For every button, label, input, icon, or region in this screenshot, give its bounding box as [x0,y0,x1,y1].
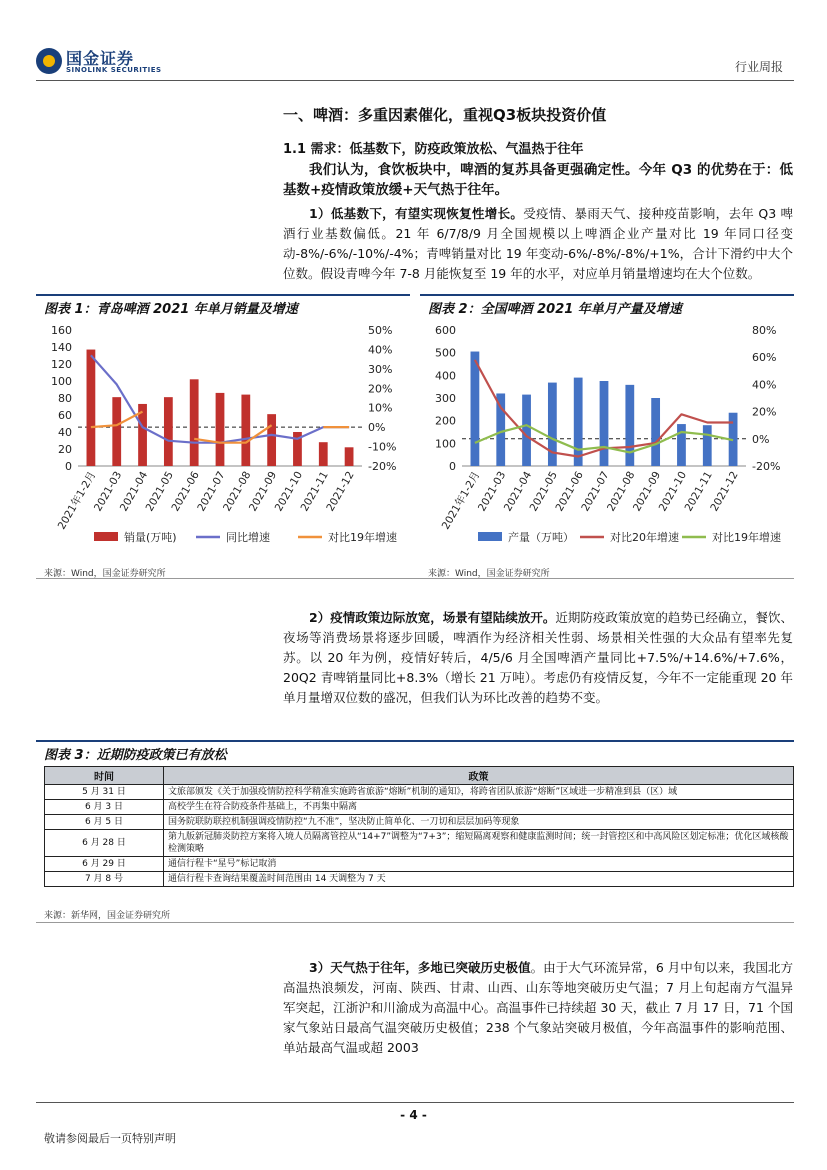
legend-label: 销量(万吨) [124,531,177,544]
bar [267,414,276,466]
section-subtitle: 1.1 需求：低基数下，防疫政策放松、气温热于往年 [283,142,584,157]
figure-2-title: 图表 2：全国啤酒 2021 年单月产量及增速 [428,302,682,317]
figure-2-source: 来源：Wind，国金证券研究所 [428,569,550,579]
x-tick-label: 2021-04 [501,469,535,514]
x-tick-label: 2021-06 [553,469,586,514]
bar [471,352,480,466]
y-right-tick-label: 20% [368,382,393,396]
y-left-tick-label: 400 [435,369,456,383]
x-tick-label: 2021-07 [195,469,228,514]
x-tick-label: 2021-10 [272,469,306,514]
table-cell-date: 6 月 29 日 [45,857,164,872]
paragraph-1 [283,204,793,284]
y-right-tick-label: 0% [752,432,770,446]
bar [241,395,250,466]
table-cell-date: 6 月 28 日 [45,830,164,857]
table-row [45,857,794,872]
bar [574,378,583,466]
x-tick-label: 2021-10 [656,469,690,514]
y-right-tick-label: 40% [752,378,777,392]
y-right-tick-label: -20% [368,460,397,473]
table-row [45,815,794,830]
paragraph-3-text: 。由于大气环流异常，6 月中旬以来，我国北方高温热浪频发，河南、陕西、甘肃、山西、山东等地突破历史气温；7 月上旬起南方气温异军突起，江浙沪和川渝成为高温中心。高温事件已持续超 30 天，截止 7 月 17 日，71 个国家气象站日最高气温突破历史极值；238 个气象站突破月极值，今年高温事件的影响范围、单站最高气温或超 2003 [283,960,793,1055]
bar [651,398,660,466]
figures-divider [36,578,794,579]
bar [319,442,328,466]
x-tick-label: 2021-06 [169,469,202,514]
y-left-tick-label: 200 [435,414,456,428]
legend-label: 对比19年增速 [328,531,397,544]
bar [677,424,686,466]
x-tick-label: 2021年1-2月 [439,469,483,532]
bar [496,393,505,466]
table-header-date: 时间 [45,767,164,785]
bar [703,425,712,466]
bar [600,381,609,466]
table-cell-date: 6 月 5 日 [45,815,164,830]
page-number: - 4 - [400,1108,427,1122]
y-right-tick-label: 30% [368,362,393,376]
paragraph-3-heading: 3）天气热于往年，多地已突破历史极值 [309,960,531,975]
table-row [45,800,794,815]
x-tick-label: 2021-08 [605,469,638,514]
disclaimer: 敬请参阅最后一页特别声明 [44,1132,176,1145]
x-tick-label: 2021年1-2月 [55,469,99,532]
x-tick-label: 2021-11 [298,469,331,514]
y-right-tick-label: 20% [752,405,777,419]
table-header-policy: 政策 [164,767,794,785]
y-left-tick-label: 100 [51,375,72,388]
section-title: 一、啤酒：多重因素催化，重视Q3板块投资价值 [283,106,607,124]
figure-3-frame [36,740,794,742]
paragraph-1-heading: 1）低基数下，有望实现恢复性增长。 [309,206,524,221]
y-right-tick-label: 0% [368,421,386,435]
x-tick-label: 2021-09 [630,469,664,514]
brand-logo-icon [36,48,62,74]
y-right-tick-label: -10% [368,440,397,454]
legend-label: 对比20年增速 [610,531,679,544]
table-row [45,872,794,887]
table-cell-date: 6 月 3 日 [45,800,164,815]
paragraph-1-text: 受疫情、暴雨天气、接种疫苗影响，去年 Q3 啤酒行业基数偏低。21 年 6/7/8/9 月全国规模以上啤酒企业产量对比 19 年同口径变动-8%/-6%/-10%/-4%；青啤销量对比 19 年变动-6%/-8%/-8%/+1%，合计下滑约中大个位数。假设青啤今年 7-8 月能恢复至 19 年的水平，对应单月销量增速均在大个位数。 [283,206,793,281]
x-tick-label: 2021-04 [117,469,151,514]
bar [164,397,173,466]
y-left-tick-label: 40 [58,426,72,439]
x-tick-label: 2021-09 [246,469,280,514]
x-tick-label: 2021-03 [475,469,509,514]
y-left-tick-label: 600 [435,324,456,337]
table-cell-policy: 通信行程卡查询结果覆盖时间范围由 14 天调整为 7 天 [164,872,794,887]
table-cell-policy: 文旅部颁发《关于加强疫情防控科学精准实施跨省旅游“熔断”机制的通知》，将跨省团队旅游“熔断”区域进一步精准到县（区）域 [164,785,794,800]
table-cell-policy: 国务院联防联控机制强调疫情防控“九不准”，坚决防止简单化、一刀切和层层加码等现象 [164,815,794,830]
paragraph-3 [283,958,793,1058]
legend-label: 对比19年增速 [712,531,781,544]
table-row [45,785,794,800]
paragraph-2-heading: 2）疫情政策边际放宽，场景有望陆续放开。 [309,610,556,625]
table-cell-date: 5 月 31 日 [45,785,164,800]
figure-1-source: 来源：Wind，国金证券研究所 [44,569,166,579]
brand-name-cn: 国金证券 [66,49,135,68]
y-left-tick-label: 300 [435,392,456,405]
figure-1-title: 图表 1：青岛啤酒 2021 年单月销量及增速 [44,302,298,317]
doc-type: 行业周报 [734,60,783,74]
y-right-tick-label: 80% [752,324,777,337]
table-cell-policy: 通信行程卡“星号”标记取消 [164,857,794,872]
legend-swatch [478,532,502,541]
y-left-tick-label: 100 [435,437,456,451]
x-tick-label: 2021-12 [708,469,741,514]
bar [345,447,354,466]
legend-swatch [94,532,118,541]
y-right-tick-label: 10% [368,401,393,415]
x-tick-label: 2021-05 [527,469,560,514]
footer-divider [36,1102,794,1103]
y-right-tick-label: 40% [368,343,393,357]
y-left-tick-label: 60 [58,409,72,422]
y-right-tick-label: 60% [752,351,777,365]
y-left-tick-label: 120 [51,358,72,371]
y-right-tick-label: 50% [368,324,393,337]
bar [87,350,96,466]
figure-1-frame [36,294,410,296]
x-tick-label: 2021-12 [324,469,357,514]
x-tick-label: 2021-05 [143,469,176,514]
x-tick-label: 2021-11 [682,469,715,514]
figure-3-source: 来源：新华网，国金证券研究所 [44,911,171,921]
table-row [45,830,794,857]
figure-2-chart [420,318,794,562]
y-left-tick-label: 160 [51,324,72,337]
paragraph-2-text: 近期防疫政策放宽的趋势已经确立，餐饮、夜场等消费场景将逐步回暖，啤酒作为经济相关性弱、场景相关性强的大众品有望率先复苏。以 20 年为例，疫情好转后，4/5/6 月全国啤酒产量同比+7.5%/+14.6%/+7.6%，20Q2 青啤销量同比+8.3%（增长 21 万吨）。考虑仍有疫情反复，今年不一定能重现 20 年单月量增双位数的盛况，但我们认为环比改善的趋势不变。 [283,610,793,705]
legend-label: 同比增速 [226,531,270,544]
bar [625,385,634,466]
bar [216,393,225,466]
table-cell-policy: 高校学生在符合防疫条件基础上，不再集中隔离 [164,800,794,815]
x-tick-label: 2021-08 [221,469,254,514]
figure-2-frame [420,294,794,296]
y-left-tick-label: 20 [58,443,72,456]
table-cell-policy: 第九版新冠肺炎防控方案将入境人员隔离管控从“14+7”调整为“7+3”；缩短隔离观察和健康监测时间；统一封管控区和中高风险区划定标准；优化区域核酸检测策略 [164,830,794,857]
header-divider [36,80,794,81]
bar [190,379,199,466]
brand-name-en: SINOLINK SECURITIES [66,66,162,74]
table-cell-date: 7 月 8 号 [45,872,164,887]
y-right-tick-label: -20% [752,460,781,473]
legend-label: 产量（万吨） [508,531,574,544]
lead-paragraph: 我们认为，食饮板块中，啤酒的复苏具备更强确定性。今年 Q3 的优势在于：低基数+疫情政策放缓+天气热于往年。 [283,162,793,198]
paragraph-2 [283,608,793,708]
y-left-tick-label: 500 [435,346,456,360]
policy-table [44,766,794,887]
y-left-tick-label: 140 [51,341,72,354]
x-tick-label: 2021-03 [91,469,125,514]
figure-1-chart [36,318,410,562]
y-left-tick-label: 0 [65,460,72,473]
x-tick-label: 2021-07 [579,469,612,514]
figure-3-title: 图表 3：近期防疫政策已有放松 [44,748,227,763]
y-left-tick-label: 80 [58,392,72,405]
table-divider [36,922,794,923]
bar [112,397,121,466]
y-left-tick-label: 0 [449,460,456,473]
bar [522,395,531,466]
